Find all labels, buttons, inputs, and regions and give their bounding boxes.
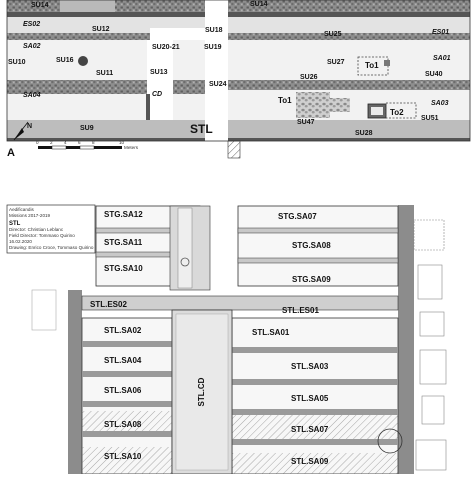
- band-su28: [228, 120, 470, 138]
- label-su28: SU28: [355, 130, 373, 137]
- label-su18: SU18: [205, 27, 223, 34]
- stone-cluster-su47: [296, 92, 330, 118]
- scale-tick: 10: [119, 140, 125, 145]
- wall-segment: [228, 138, 470, 141]
- label-su14: SU14: [31, 2, 49, 9]
- info-title: STL: [9, 221, 21, 227]
- wall-sa01-sa03: [228, 80, 470, 90]
- label-sa03: SA03: [431, 100, 449, 107]
- label-su12: SU12: [92, 26, 110, 33]
- wall-stl: [232, 379, 398, 385]
- label-su24: SU24: [209, 81, 227, 88]
- wall-stl: [82, 401, 172, 407]
- label-su25: SU25: [324, 31, 342, 38]
- scale-unit: Meters: [124, 145, 139, 150]
- tomb-to2-inner: [371, 107, 383, 115]
- room-label: STL.SA05: [291, 394, 329, 403]
- room-label: STG.SA12: [104, 210, 143, 219]
- label-su51: SU51: [421, 115, 439, 122]
- wall-stg: [238, 228, 398, 233]
- label-to1-b: To1: [278, 96, 292, 105]
- room-label: STG.SA10: [104, 264, 143, 273]
- north-label: N: [27, 123, 33, 130]
- hatched-block: [228, 141, 240, 158]
- info-line: Director: Christian Leblanc: [9, 227, 64, 232]
- scale-tick: 2: [50, 140, 53, 145]
- wall-stl: [82, 431, 172, 437]
- label-es02: ES02: [23, 21, 41, 28]
- scale-tick: 0: [36, 140, 39, 145]
- room-label: STL.SA07: [291, 425, 329, 434]
- info-line: 16.02.2020: [9, 239, 32, 244]
- label-to1: To1: [365, 61, 379, 70]
- wall-top-patch: [60, 0, 115, 12]
- scale-tick: 4: [64, 140, 67, 145]
- stone-cluster: [330, 98, 350, 112]
- wall-segment: [228, 12, 470, 17]
- scale-tick: 6: [78, 140, 81, 145]
- wall-stl: [232, 347, 398, 353]
- wall-stl: [232, 439, 398, 445]
- area-su13-cd: [147, 40, 173, 120]
- info-line: Aedificandis: [9, 207, 34, 212]
- info-line: Field Director: Tommaso Quirino: [9, 233, 75, 238]
- room-label: STG.SA11: [104, 238, 143, 247]
- wall-stl: [232, 409, 398, 415]
- room-label: STG.SA09: [292, 275, 331, 284]
- label-sa04: SA04: [23, 92, 41, 99]
- es-label: STL.ES02: [90, 300, 127, 309]
- label-cd: CD: [152, 91, 163, 98]
- label-su47: SU47: [297, 119, 315, 126]
- wall-left-outer: [68, 290, 82, 474]
- label-su9: SU9: [80, 125, 94, 132]
- room-label: STL.SA06: [104, 386, 142, 395]
- label-su14: SU14: [250, 1, 268, 8]
- label-es01: ES01: [432, 29, 450, 36]
- label-sa02: SA02: [23, 43, 41, 50]
- wall-stl: [82, 341, 172, 347]
- feature-su16: [78, 56, 88, 66]
- wall-segment: [7, 12, 205, 17]
- wall-segment: [146, 94, 150, 120]
- es-label: STL.ES01: [282, 306, 319, 315]
- corridor-label: STL.CD: [197, 377, 206, 407]
- figure-letter: A: [7, 147, 15, 159]
- wall-stl: [82, 371, 172, 377]
- label-sa01: SA01: [433, 55, 451, 62]
- room-label: STL.SA03: [291, 362, 329, 371]
- label-su40: SU40: [425, 71, 443, 78]
- info-line: Missions 2017-2019: [9, 213, 51, 218]
- room-label: STG.SA07: [278, 212, 317, 221]
- scale-tick: 8: [92, 140, 95, 145]
- room-label: STL.SA04: [104, 356, 142, 365]
- label-su11: SU11: [96, 70, 114, 77]
- feature-small: [384, 60, 390, 66]
- info-line: Drawing: Enrico Croce, Tommaso Quirino: [9, 245, 94, 250]
- room-label: STG.SA08: [292, 241, 331, 250]
- room-label: STL.SA02: [104, 326, 142, 335]
- label-su10: SU10: [8, 59, 26, 66]
- room-label: STL.SA08: [104, 420, 142, 429]
- panel-a-plan: [7, 0, 470, 159]
- label-su13: SU13: [150, 69, 168, 76]
- corridor-entry: [150, 28, 205, 40]
- stg-corridor-inner: [178, 208, 192, 288]
- label-to2: To2: [390, 108, 404, 117]
- band-su9: [7, 120, 205, 138]
- wall-stg: [238, 258, 398, 263]
- label-su16: SU16: [56, 57, 74, 64]
- label-su27: SU27: [327, 59, 345, 66]
- es-band: [82, 296, 398, 310]
- label-stl: STL: [190, 122, 213, 136]
- label-su26: SU26: [300, 74, 318, 81]
- info-box: [7, 205, 95, 253]
- room-label: STL.SA09: [291, 457, 329, 466]
- label-su19: SU19: [204, 44, 222, 51]
- room-label: STL.SA01: [252, 328, 290, 337]
- label-su20-21: SU20-21: [152, 44, 180, 51]
- room-label: STL.SA10: [104, 452, 142, 461]
- panel-b-plan: [7, 204, 470, 474]
- wall-right-outer: [398, 205, 414, 474]
